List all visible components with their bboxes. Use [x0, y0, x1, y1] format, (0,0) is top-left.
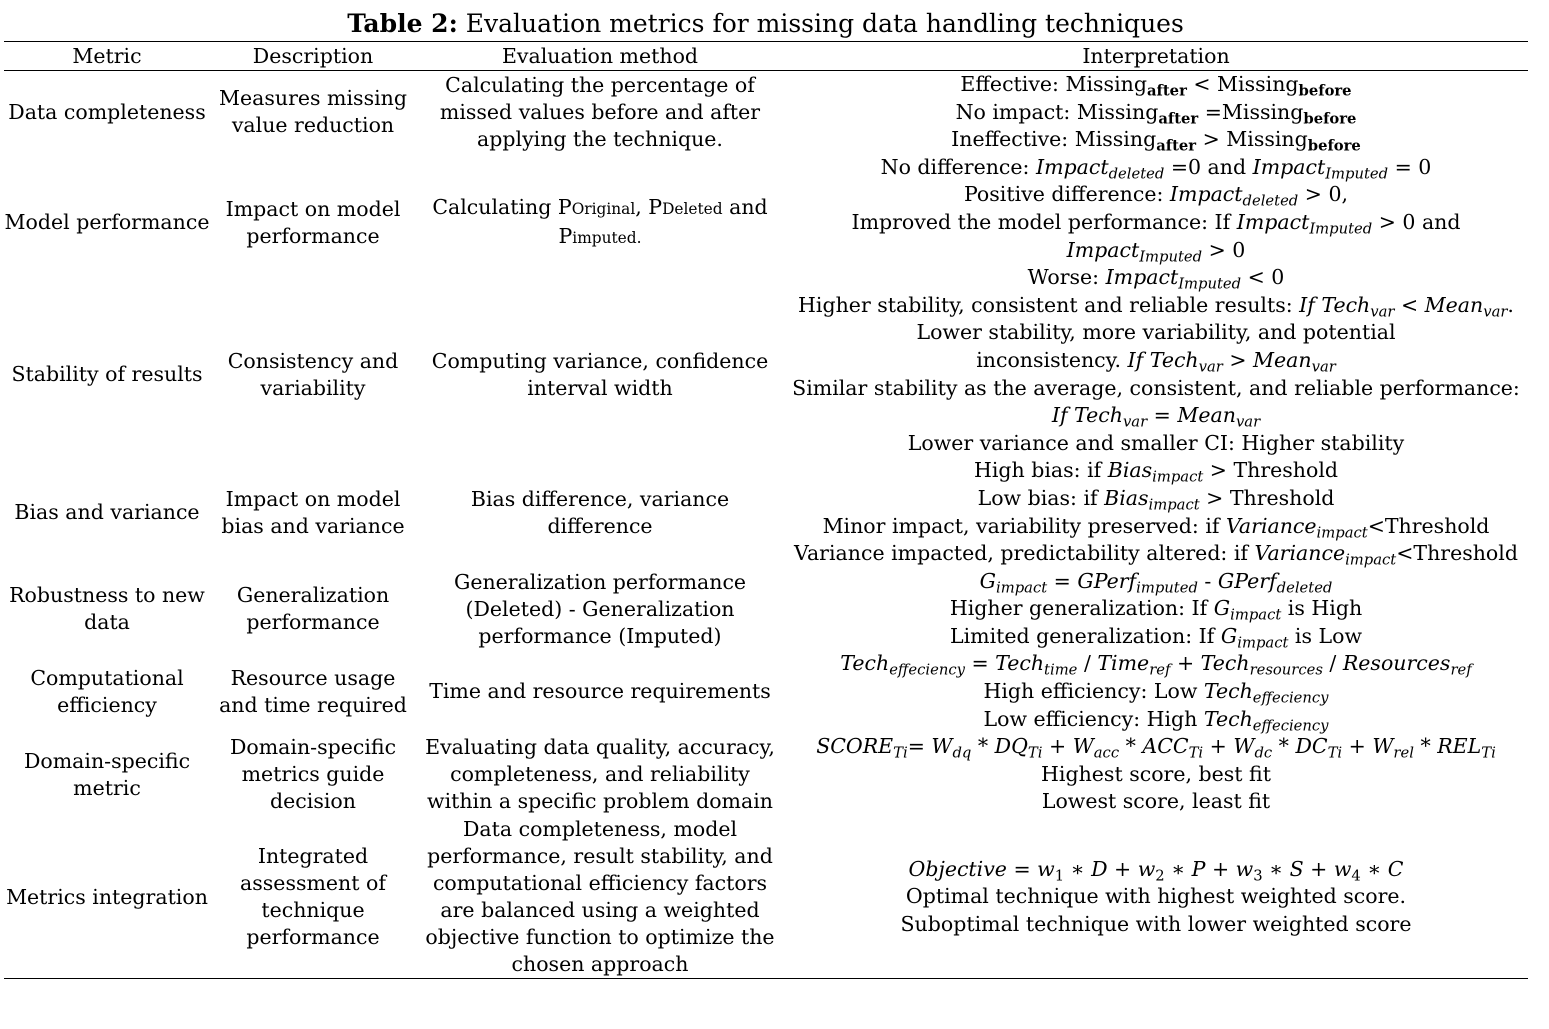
cell-metric: Data completeness — [8, 99, 206, 124]
cell-method: Generalization performance (Deleted) - Generalization performance (Imputed) — [453, 569, 747, 648]
interp-line: Impact$_{Imputed}$ > 0 — [1066, 237, 1246, 265]
interp-line: No difference: Impact$_{deleted}$ =0 and Impact$_{Imputed}$ = 0 — [880, 154, 1432, 183]
cell-interpretation — [784, 71, 1528, 154]
interp-line: Effective: Missing$_{after}$ < Missing$_{before}$ — [960, 72, 1352, 100]
interp-line: inconsistency. If Tech$_{var}$ > Mean$_{var}$ — [976, 347, 1336, 376]
interp-line: Higher generalization: If $G_{impact}$ is High — [949, 596, 1363, 624]
cell-interpretation — [784, 292, 1528, 458]
interp-line: Low bias: if Bias$_{impact}$ > Threshold — [977, 485, 1335, 514]
interp-line: Similar stability as the average, consistent, and reliable performance: — [792, 375, 1520, 400]
header-interpretation: Interpretation — [1082, 43, 1230, 68]
interp-line: Improved the model performance: If Impact$_{Imputed}$ > 0 and — [851, 209, 1461, 238]
cell-metric: Robustness to new data — [9, 583, 205, 635]
cell-method: Bias difference, variance difference — [470, 486, 730, 538]
interp-line: Worse: Impact$_{Imputed}$ < 0 — [1027, 265, 1285, 293]
table-row — [4, 568, 1528, 651]
cell-interpretation — [784, 568, 1528, 651]
cell-description: Measures missing value reduction — [219, 86, 407, 138]
cell-description: Generalization performance — [236, 583, 390, 635]
metrics-table — [4, 41, 1528, 979]
interp-line: Variance impacted, predictability altered: if Variance$_{impact}$<Threshold — [794, 541, 1518, 569]
cell-method: Data completeness, model performance, result stability, and computational efficiency factors are balanced using a weighted objective function to optimize the chosen approach — [425, 817, 775, 977]
cell-method: Calculating POriginal, PDeleted and Pimputed. — [432, 194, 768, 248]
interp-line: Tech$_{effeciency}$ = Tech$_{time}$ / Time$_{ref}$ + Tech$_{resources}$ / Resources$_{ref}$ — [840, 651, 1472, 679]
interp-line: Higher stability, consistent and reliable results: If Tech$_{var}$ < Mean$_{var}$. — [798, 292, 1514, 321]
cell-interpretation — [784, 650, 1528, 733]
interp-line: Ineffective: Missing$_{after}$ > Missing$_{before}$ — [951, 127, 1361, 155]
cell-interpretation — [784, 154, 1528, 292]
interp-line: $G_{impact}$ = GPerf$_{imputed}$ - GPerf$_{deleted}$ — [979, 568, 1333, 597]
table-row — [4, 733, 1528, 816]
interp-line: If Tech$_{var}$ = Mean$_{var}$ — [1051, 403, 1261, 431]
header-evaluation-method: Evaluation method — [501, 43, 699, 68]
interp-line: Optimal technique with highest weighted score. — [905, 884, 1407, 909]
interp-line: Objective = $w_1$ ∗ $D + w_2$ ∗ $P + w_3$ ∗ $S + w_4$ ∗ C — [908, 856, 1404, 885]
cell-method: Calculating the percentage of missed values before and after applying the technique. — [439, 72, 761, 151]
interp-line: No impact: Missing$_{after}$ =Missing$_{before}$ — [955, 99, 1357, 128]
interp-line: High bias: if Bias$_{impact}$ > Threshold — [973, 458, 1339, 486]
cell-method: Computing variance, confidence interval width — [431, 348, 769, 400]
cell-method: Evaluating data quality, accuracy, completeness, and reliability within a specific problem domain — [425, 735, 775, 814]
cell-description: Consistency and variability — [227, 348, 399, 400]
interp-line: Suboptimal technique with lower weighted score — [900, 911, 1412, 936]
header-description: Description — [252, 43, 374, 68]
cell-metric: Domain-specific metric — [23, 748, 191, 800]
interp-line: $SCORE_{Ti}= W_{dq} * DQ_{Ti} + W_{acc} * ACC_{Ti} + W_{dc} * DC_{Ti} + W_{rel} * REL_{Ti}$ — [816, 734, 1496, 762]
cell-description: Impact on model performance — [225, 196, 401, 248]
cell-metric: Model performance — [4, 210, 210, 235]
interp-line: Limited generalization: If $G_{impact}$ is Low — [949, 623, 1363, 652]
interp-line: Lowest score, least fit — [1041, 789, 1271, 814]
table-row — [4, 816, 1528, 979]
table-row — [4, 71, 1528, 154]
interp-line: High efficiency: Low Tech$_{effeciency}$ — [983, 679, 1329, 707]
table-row — [4, 650, 1528, 733]
interp-line: Lower variance and smaller CI: Higher stability — [907, 430, 1405, 455]
cell-interpretation — [784, 733, 1528, 816]
table-caption — [0, 8, 1531, 40]
cell-description: Resource usage and time required — [219, 665, 407, 717]
table-row — [4, 154, 1528, 292]
header-row — [4, 42, 1528, 71]
cell-interpretation — [784, 457, 1528, 567]
cell-metric: Stability of results — [11, 362, 203, 387]
interp-line: Positive difference: Impact$_{deleted}$ > 0, — [963, 182, 1349, 210]
table-row — [4, 457, 1528, 567]
caption-text: Evaluation metrics for missing data handling techniques — [457, 9, 1184, 38]
cell-interpretation — [784, 816, 1528, 979]
cell-metric: Metrics integration — [6, 884, 208, 909]
cell-metric: Bias and variance — [14, 500, 200, 524]
caption-label: Table 2: — [347, 9, 458, 38]
interp-line: Highest score, best fit — [1041, 761, 1271, 786]
interp-line: Low efficiency: High Tech$_{effeciency}$ — [983, 706, 1329, 735]
interp-line: Lower stability, more variability, and potential — [916, 320, 1396, 345]
header-metric: Metric — [72, 43, 142, 68]
cell-description: Domain-specific metrics guide decision — [229, 735, 397, 814]
cell-description: Integrated assessment of technique performance — [240, 844, 386, 950]
cell-metric: Computational efficiency — [30, 665, 184, 717]
cell-description: Impact on model bias and variance — [221, 486, 405, 538]
cell-method: Time and resource requirements — [429, 679, 771, 704]
interp-line: Minor impact, variability preserved: if Variance$_{impact}$<Threshold — [822, 513, 1490, 541]
table-row — [4, 292, 1528, 458]
